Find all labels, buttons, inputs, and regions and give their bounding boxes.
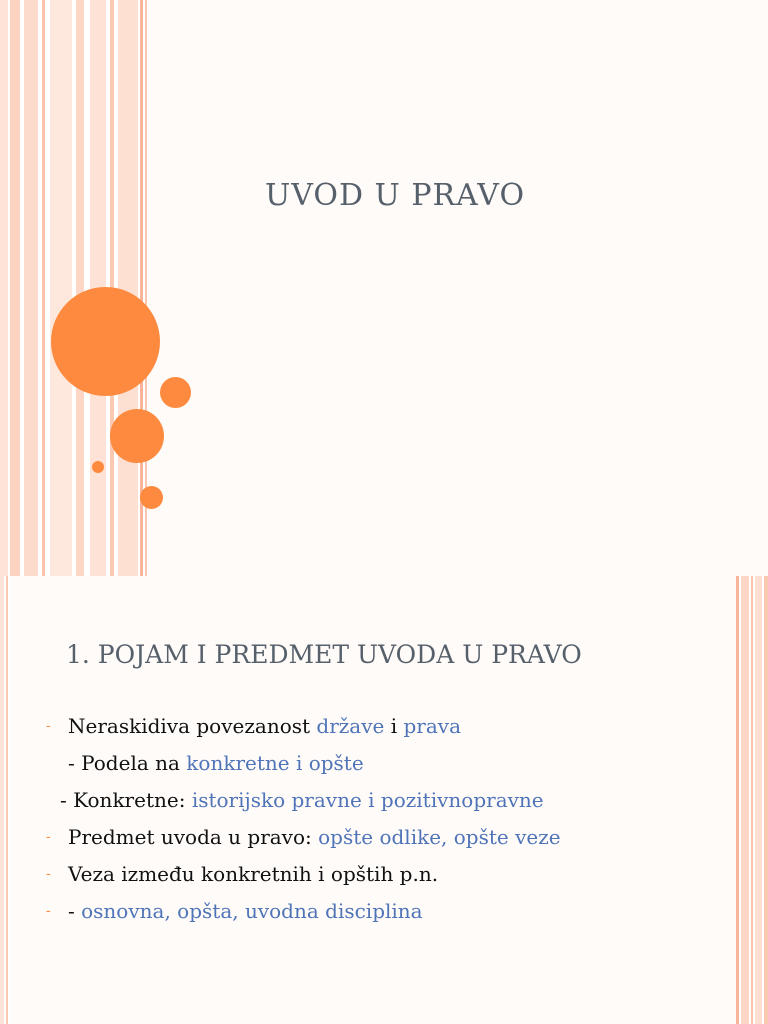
decor-stripe bbox=[736, 576, 739, 1024]
bullet-text bbox=[68, 714, 461, 738]
decor-circle-large bbox=[51, 287, 160, 396]
bullet-text-plain: Neraskidiva povezanost bbox=[68, 714, 317, 738]
decor-stripe bbox=[76, 0, 84, 576]
bullet-text bbox=[68, 899, 423, 923]
decor-stripe bbox=[764, 576, 768, 1024]
slide-background bbox=[148, 0, 768, 576]
bullet-dash: - bbox=[46, 829, 51, 845]
bullet-text bbox=[68, 825, 561, 849]
decor-stripe bbox=[50, 0, 72, 576]
bullet-text-highlight: konkretne i opšte bbox=[186, 751, 364, 775]
decor-stripe bbox=[751, 576, 753, 1024]
bullet-text-plain: - Konkretne: bbox=[60, 788, 192, 812]
bullet-text-highlight: osnovna, opšta, uvodna disciplina bbox=[81, 899, 423, 923]
decor-stripe bbox=[118, 0, 138, 576]
bullet-text-highlight: opšte odlike, opšte veze bbox=[318, 825, 561, 849]
bullet-text-plain: Veza između konkretnih i opštih p.n. bbox=[68, 862, 439, 886]
bullet-text-plain: - bbox=[68, 899, 82, 923]
slide-title: UVOD U PRAVO bbox=[264, 178, 526, 213]
decor-stripe bbox=[741, 576, 749, 1024]
decor-circle-medium bbox=[110, 409, 164, 463]
bullet-text bbox=[68, 751, 364, 775]
bullet-text bbox=[60, 788, 544, 812]
decor-stripe bbox=[10, 0, 20, 576]
decor-stripe bbox=[0, 576, 4, 1024]
decor-stripe bbox=[755, 576, 762, 1024]
bullet-text-plain: - Podela na bbox=[68, 751, 187, 775]
content-slide bbox=[0, 576, 768, 1024]
bullet-dash: - bbox=[46, 718, 51, 734]
bullet-dash: - bbox=[46, 866, 51, 882]
decor-stripe bbox=[42, 0, 45, 576]
bullet-dash: - bbox=[46, 903, 51, 919]
bullet-text-highlight: prava bbox=[403, 714, 462, 738]
decor-stripe bbox=[24, 0, 38, 576]
decor-circle-small bbox=[140, 486, 163, 509]
decor-circle-tiny bbox=[92, 461, 104, 473]
bullet-text-plain: i bbox=[384, 714, 404, 738]
bullet-text bbox=[68, 862, 438, 886]
decor-stripe bbox=[6, 576, 8, 1024]
bullet-text-highlight: države bbox=[316, 714, 385, 738]
bullet-text-highlight: istorijsko pravne i pozitivnopravne bbox=[191, 788, 544, 812]
bullet-text-plain: Predmet uvoda u pravo: bbox=[68, 825, 319, 849]
slide-title: 1. POJAM I PREDMET UVODA U PRAVO bbox=[66, 640, 582, 669]
decor-circle-small bbox=[160, 377, 191, 408]
decor-stripe bbox=[0, 0, 8, 576]
